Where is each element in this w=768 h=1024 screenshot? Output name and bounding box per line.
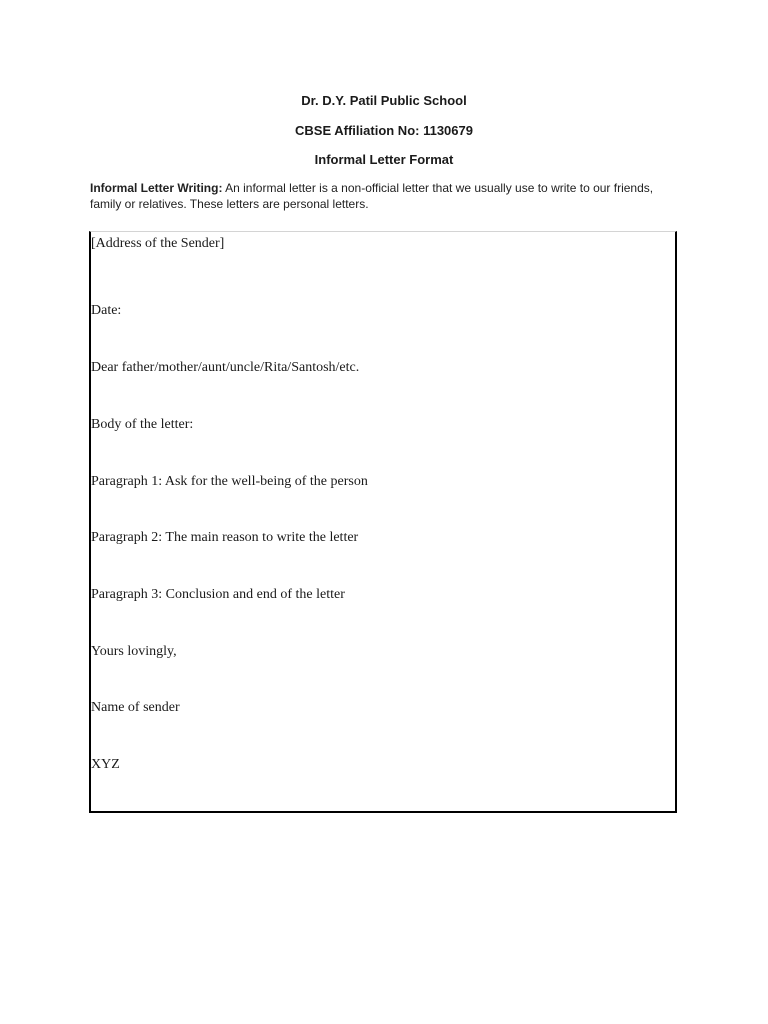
- sender-address-line: [Address of the Sender]: [91, 236, 225, 251]
- salutation-line: Dear father/mother/aunt/uncle/Rita/Santosh/etc.: [91, 360, 360, 375]
- intro-lead: Informal Letter Writing:: [90, 181, 223, 195]
- paragraph-3-line: Paragraph 3: Conclusion and end of the letter: [91, 587, 345, 602]
- school-name: Dr. D.Y. Patil Public School: [301, 93, 467, 108]
- body-heading-line: Body of the letter:: [91, 417, 194, 432]
- letter-format-box: [89, 231, 677, 813]
- closing-line: Yours lovingly,: [91, 644, 177, 659]
- signature-line: XYZ: [91, 757, 120, 772]
- affiliation-number: CBSE Affiliation No: 1130679: [295, 123, 473, 138]
- intro-paragraph: [90, 180, 680, 212]
- paragraph-1-line: Paragraph 1: Ask for the well-being of the person: [91, 474, 368, 489]
- paragraph-2-line: Paragraph 2: The main reason to write the letter: [91, 530, 359, 545]
- intro-text: An informal letter is a non-official letter that we usually use to write to our friends, family or relatives. These letters are personal letters.: [90, 181, 654, 211]
- document-title: Informal Letter Format: [314, 152, 454, 167]
- date-line: Date:: [91, 303, 122, 318]
- sender-name-line: Name of sender: [91, 700, 180, 715]
